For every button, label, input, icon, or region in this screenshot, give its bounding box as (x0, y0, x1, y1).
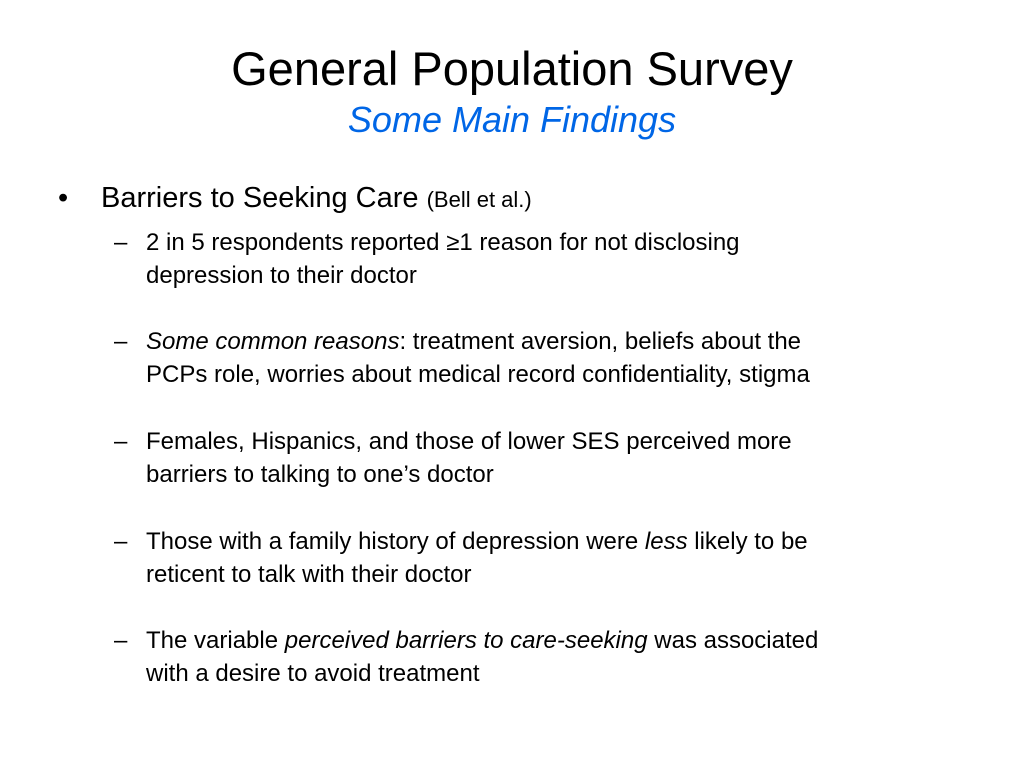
bullet-symbol: • (58, 182, 69, 214)
sub-bullet-line: with a desire to avoid treatment (146, 660, 480, 687)
slide-title: General Population Survey (231, 42, 793, 95)
sub-bullet-text (146, 624, 976, 690)
line-end: likely to be (687, 528, 808, 555)
line-start: Those with a family history of depression were (146, 528, 645, 555)
sub-bullet-text (146, 425, 976, 491)
sub-bullet-line: Females, Hispanics, and those of lower SES perceived more (146, 428, 792, 455)
slide-subtitle: Some Main Findings (347, 99, 677, 140)
sub-bullet-text (146, 525, 976, 591)
sub-bullet-line: barriers to talking to one’s doctor (146, 461, 494, 488)
sub-bullet-line (146, 325, 976, 358)
sub-bullet-line: depression to their doctor (146, 262, 417, 289)
line-rest: : treatment aversion, beliefs about the (399, 328, 802, 355)
italic-word: less (644, 528, 688, 555)
main-bullet-text-group (101, 180, 532, 218)
main-bullet-citation: (Bell et al.) (426, 187, 532, 212)
italic-phrase: perceived barriers to care-seeking (284, 627, 648, 654)
main-bullet-text: Barriers to Seeking Care (101, 182, 419, 214)
slide-header (0, 40, 1024, 142)
sub-bullet-line: reticent to talk with their doctor (146, 561, 472, 588)
dash-symbol: – (114, 229, 128, 256)
sub-bullet-text (146, 325, 976, 391)
sub-bullet-line: 2 in 5 respondents reported ≥1 reason for not disclosing (146, 229, 740, 256)
line-start: The variable (146, 627, 285, 654)
dash-symbol: – (114, 428, 128, 455)
sub-bullet-line (146, 525, 976, 558)
dash-symbol: – (114, 328, 128, 355)
sub-bullet-line (146, 624, 976, 657)
dash-symbol: – (114, 627, 128, 654)
dash-symbol: – (114, 528, 128, 555)
sub-bullet-line: PCPs role, worries about medical record confidentiality, stigma (146, 361, 810, 388)
line-end: was associated (647, 627, 819, 654)
sub-bullet-text (146, 226, 976, 292)
italic-lead: Some common reasons (146, 328, 400, 355)
